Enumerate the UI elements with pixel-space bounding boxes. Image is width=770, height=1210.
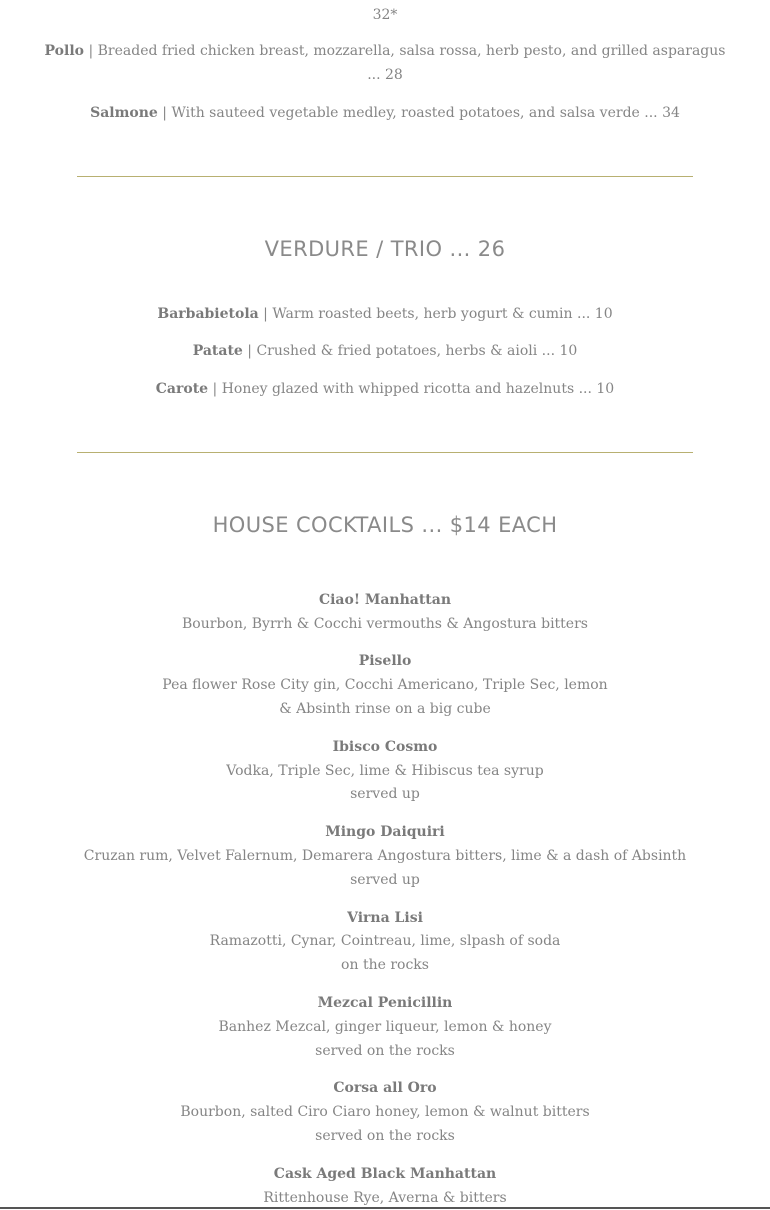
cocktail-serving: served on the rocks: [315, 1043, 455, 1059]
menu-item-desc: | Honey glazed with whipped ricotta and hazelnuts ... 10: [208, 381, 615, 397]
section-divider: [77, 176, 693, 177]
cocktail-serving: served up: [350, 786, 420, 802]
cocktail-serving: on the rocks: [341, 957, 429, 973]
menu-item-barbabietola: [0, 302, 770, 326]
menu-item-carote: [0, 377, 770, 401]
menu-item-pollo-price: ... 28: [367, 67, 403, 83]
cocktail-name: [0, 1162, 770, 1186]
cocktail-name-text: Cask Aged Black Manhattan: [273, 1166, 497, 1182]
menu-item-pollo: [0, 39, 770, 63]
menu-item-name: Carote: [155, 381, 209, 397]
cocktail-name-text: Corsa all Oro: [333, 1080, 437, 1096]
cocktail-name-text: Ibisco Cosmo: [332, 739, 438, 755]
menu-item-salmone: [0, 101, 770, 125]
section-title-cocktails: HOUSE COCKTAILS ... $14 EACH: [212, 513, 558, 537]
cocktail-name: [0, 735, 770, 759]
cocktail-ingredients: Bourbon, salted Ciro Ciaro honey, lemon & walnut bitters: [180, 1104, 590, 1120]
cocktail-name: [0, 649, 770, 673]
cocktail-ingredients: Rittenhouse Rye, Averna & bitters: [263, 1190, 507, 1206]
cocktail-ingredients: Ramazotti, Cynar, Cointreau, lime, slpash of soda: [209, 933, 561, 949]
cocktail-name-text: Pisello: [358, 653, 412, 669]
cocktail-serving: served up: [350, 872, 420, 888]
menu-item-name: Patate: [192, 343, 243, 359]
menu-item-patate: [0, 339, 770, 363]
cocktail-ingredients: Vodka, Triple Sec, lime & Hibiscus tea syrup: [226, 763, 544, 779]
cocktail-name-text: Mezcal Penicillin: [317, 995, 453, 1011]
menu-item-desc: | Crushed & fried potatoes, herbs & aioli ... 10: [242, 343, 578, 359]
prev-item-price-tail: 32*: [372, 7, 398, 23]
cocktail-ingredients: & Absinth rinse on a big cube: [279, 701, 491, 717]
cocktail-name: [0, 588, 770, 612]
cocktail-ingredients: Bourbon, Byrrh & Cocchi vermouths & Angostura bitters: [182, 616, 588, 632]
section-title-verdure: VERDURE / TRIO ... 26: [264, 237, 506, 261]
menu-item-desc: | Breaded fried chicken breast, mozzarella, salsa rossa, herb pesto, and grilled asparagus: [84, 43, 726, 59]
section-divider: [77, 452, 693, 453]
cocktail-name-text: Virna Lisi: [347, 910, 423, 926]
cocktail-name-text: Mingo Daiquiri: [325, 824, 445, 840]
cocktail-name: [0, 991, 770, 1015]
menu-item-name: Pollo: [44, 43, 84, 59]
cocktail-name-text: Ciao! Manhattan: [318, 592, 452, 608]
menu-item-desc: | With sauteed vegetable medley, roasted potatoes, and salsa verde ... 34: [157, 105, 680, 121]
cocktail-name: [0, 1076, 770, 1100]
cocktail-ingredients: Banhez Mezcal, ginger liqueur, lemon & honey: [218, 1019, 552, 1035]
cocktail-ingredients: Cruzan rum, Velvet Falernum, Demarera Angostura bitters, lime & a dash of Absinth: [83, 848, 687, 864]
cocktail-ingredients: Pea flower Rose City gin, Cocchi Americano, Triple Sec, lemon: [162, 677, 608, 693]
cocktail-name: [0, 906, 770, 930]
cocktail-serving: served on the rocks: [315, 1128, 455, 1144]
menu-item-name: Barbabietola: [157, 306, 259, 322]
cocktail-name: [0, 820, 770, 844]
menu-item-name: Salmone: [90, 105, 158, 121]
menu-item-desc: | Warm roasted beets, herb yogurt & cumin ... 10: [258, 306, 613, 322]
